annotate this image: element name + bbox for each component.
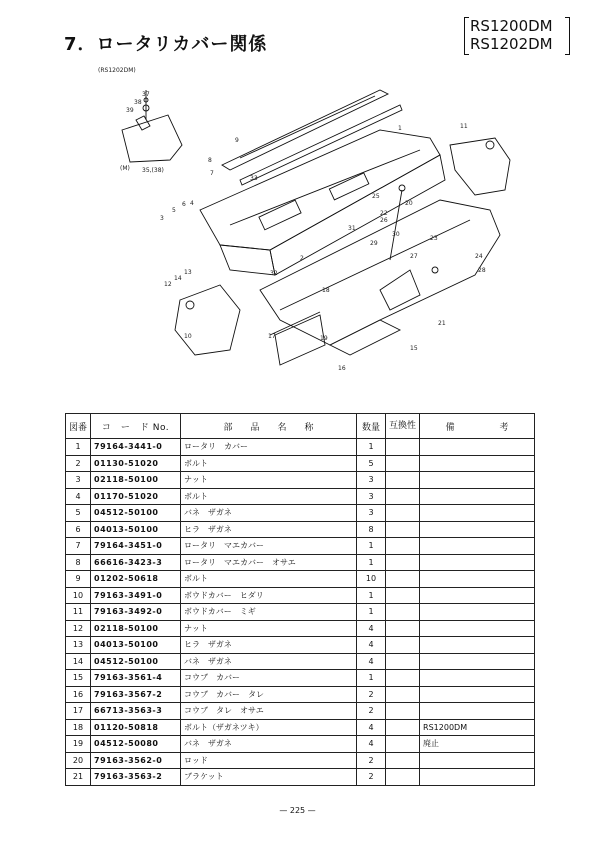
- part-name-cell: バネ ザガネ: [181, 505, 357, 522]
- part-code-cell: 01120-50818: [91, 719, 181, 736]
- callout-22: 22: [380, 210, 388, 217]
- callout-15: 15: [410, 345, 418, 352]
- quantity-cell: 1: [357, 604, 386, 621]
- interchange-cell: [386, 604, 420, 621]
- part-name-cell: ヒラ ザガネ: [181, 637, 357, 654]
- interchange-cell: [386, 719, 420, 736]
- page-title: 7．ロータリカバー関係: [64, 34, 268, 55]
- part-number-cell: 2: [66, 455, 91, 472]
- part-code-cell: 01170-51020: [91, 488, 181, 505]
- part-name-cell: ボルト: [181, 455, 357, 472]
- callout-25: 25: [372, 193, 380, 200]
- part-code-cell: 04512-50080: [91, 736, 181, 753]
- interchange-cell: [386, 521, 420, 538]
- callout-31: 31: [348, 225, 356, 232]
- part-number-cell: 5: [66, 505, 91, 522]
- quantity-cell: 1: [357, 587, 386, 604]
- interchange-cell: [386, 538, 420, 555]
- interchange-cell: [386, 653, 420, 670]
- interchange-cell: [386, 488, 420, 505]
- parts-table: [65, 413, 535, 786]
- remarks-cell: [420, 488, 535, 505]
- callout-39: 39: [126, 107, 134, 114]
- callout-1: 1: [398, 125, 402, 132]
- part-name-cell: ヒラ ザガネ: [181, 521, 357, 538]
- part-code-cell: 79163-3561-4: [91, 670, 181, 687]
- part-name-cell: ボルト: [181, 571, 357, 588]
- quantity-cell: 8: [357, 521, 386, 538]
- remarks-cell: [420, 554, 535, 571]
- callout-37: 37: [142, 91, 150, 98]
- part-name-cell: バネ ザガネ: [181, 736, 357, 753]
- part-code-cell: 66616-3423-3: [91, 554, 181, 571]
- callout-26: 26: [380, 217, 388, 224]
- table-row: [66, 472, 535, 489]
- table-row: [66, 505, 535, 522]
- remarks-cell: [420, 686, 535, 703]
- remarks-cell: [420, 604, 535, 621]
- part-code-cell: 04512-50100: [91, 505, 181, 522]
- interchange-cell: [386, 472, 420, 489]
- table-row: [66, 719, 535, 736]
- remarks-cell: [420, 620, 535, 637]
- part-code-cell: 79163-3563-2: [91, 769, 181, 786]
- callout-18: 18: [322, 287, 330, 294]
- part-number-cell: 17: [66, 703, 91, 720]
- page-number: — 225 —: [279, 806, 316, 815]
- callout-13: 13: [184, 269, 192, 276]
- interchange-cell: [386, 587, 420, 604]
- callout-7: 7: [210, 170, 214, 177]
- callout-32: 32: [270, 270, 278, 277]
- interchange-cell: [386, 554, 420, 571]
- callout-3: 3: [160, 215, 164, 222]
- remarks-cell: [420, 752, 535, 769]
- inset-parts-note: 35,(38): [142, 167, 164, 174]
- quantity-cell: 1: [357, 670, 386, 687]
- model-name: RS1202DM: [470, 35, 553, 53]
- table-row: [66, 703, 535, 720]
- part-number-cell: 19: [66, 736, 91, 753]
- callout-19: 19: [320, 335, 328, 342]
- quantity-cell: 2: [357, 703, 386, 720]
- table-row: [66, 736, 535, 753]
- part-code-cell: 02118-50100: [91, 472, 181, 489]
- bracket-right: [565, 17, 570, 55]
- table-row: [66, 571, 535, 588]
- table-row: [66, 637, 535, 654]
- table-row: [66, 554, 535, 571]
- part-code-cell: 04013-50100: [91, 637, 181, 654]
- table-row: [66, 686, 535, 703]
- quantity-cell: 10: [357, 571, 386, 588]
- interchange-cell: [386, 736, 420, 753]
- quantity-cell: 3: [357, 505, 386, 522]
- front-cover-strip: [222, 90, 402, 185]
- part-name-cell: ボルト: [181, 488, 357, 505]
- quantity-cell: 1: [357, 538, 386, 555]
- header-remarks: 備 考: [420, 414, 535, 439]
- callout-14: 14: [174, 275, 182, 282]
- inset-note: (M): [120, 165, 130, 172]
- part-code-cell: 66713-3563-3: [91, 703, 181, 720]
- callout-17: 17: [268, 333, 276, 340]
- remarks-cell: [420, 505, 535, 522]
- quantity-cell: 4: [357, 719, 386, 736]
- part-number-cell: 1: [66, 439, 91, 456]
- part-name-cell: ブラケット: [181, 769, 357, 786]
- rod: [390, 190, 402, 260]
- part-name-cell: ロータリ マエカバー オサエ: [181, 554, 357, 571]
- quantity-cell: 2: [357, 752, 386, 769]
- callout-10: 10: [184, 333, 192, 340]
- interchange-cell: [386, 505, 420, 522]
- remarks-cell: [420, 670, 535, 687]
- interchange-cell: [386, 620, 420, 637]
- table-row: [66, 653, 535, 670]
- part-code-cell: 02118-50100: [91, 620, 181, 637]
- remarks-cell: [420, 571, 535, 588]
- callout-6: 6: [182, 201, 186, 208]
- diagram-svg: [80, 60, 535, 400]
- exploded-parts-diagram: [80, 60, 535, 400]
- callout-4: 4: [190, 200, 194, 207]
- part-name-cell: ボウドカバー ヒダリ: [181, 587, 357, 604]
- interchange-cell: [386, 686, 420, 703]
- remarks-cell: [420, 769, 535, 786]
- part-number-cell: 13: [66, 637, 91, 654]
- remarks-cell: [420, 538, 535, 555]
- inset-label: (RS1202DM): [98, 67, 136, 74]
- part-number-cell: 4: [66, 488, 91, 505]
- table-row: [66, 670, 535, 687]
- part-code-cell: 79163-3491-0: [91, 587, 181, 604]
- remarks-cell: [420, 587, 535, 604]
- remarks-cell: [420, 439, 535, 456]
- interchange-cell: [386, 769, 420, 786]
- header-name: 部 品 名 称: [181, 414, 357, 439]
- parts-table-body: [66, 439, 535, 786]
- quantity-cell: 2: [357, 769, 386, 786]
- header-no: 図番: [66, 414, 91, 439]
- callout-21: 21: [438, 320, 446, 327]
- table-row: [66, 769, 535, 786]
- callout-33: 33: [250, 175, 258, 182]
- part-code-cell: 04512-50100: [91, 653, 181, 670]
- part-name-cell: バネ ザガネ: [181, 653, 357, 670]
- callout-20: 20: [405, 200, 413, 207]
- remarks-cell: 廃止: [420, 736, 535, 753]
- part-number-cell: 16: [66, 686, 91, 703]
- callout-24: 24: [475, 253, 483, 260]
- table-row: [66, 604, 535, 621]
- part-number-cell: 10: [66, 587, 91, 604]
- table-row: [66, 521, 535, 538]
- quantity-cell: 1: [357, 439, 386, 456]
- table-row: [66, 488, 535, 505]
- part-name-cell: ボルト（ザガネツキ）: [181, 719, 357, 736]
- callout-9: 9: [235, 137, 239, 144]
- callout-29: 29: [370, 240, 378, 247]
- quantity-cell: 3: [357, 488, 386, 505]
- part-number-cell: 8: [66, 554, 91, 571]
- remarks-cell: [420, 653, 535, 670]
- quantity-cell: 3: [357, 472, 386, 489]
- callout-2: 2: [300, 255, 304, 262]
- remarks-cell: [420, 455, 535, 472]
- part-name-cell: ボウドカバー ミギ: [181, 604, 357, 621]
- header-interchange: 互換性: [386, 414, 420, 439]
- quantity-cell: 1: [357, 554, 386, 571]
- part-number-cell: 15: [66, 670, 91, 687]
- part-name-cell: ナット: [181, 472, 357, 489]
- remarks-cell: [420, 637, 535, 654]
- interchange-cell: [386, 455, 420, 472]
- remarks-cell: RS1200DM: [420, 719, 535, 736]
- side-cover-left: [175, 285, 240, 355]
- part-number-cell: 7: [66, 538, 91, 555]
- header-qty: 数量: [357, 414, 386, 439]
- interchange-cell: [386, 637, 420, 654]
- quantity-cell: 2: [357, 686, 386, 703]
- remarks-cell: [420, 703, 535, 720]
- part-code-cell: 79163-3567-2: [91, 686, 181, 703]
- table-row: [66, 620, 535, 637]
- table-row: [66, 752, 535, 769]
- part-number-cell: 18: [66, 719, 91, 736]
- callout-5: 5: [172, 207, 176, 214]
- part-code-cell: 01202-50618: [91, 571, 181, 588]
- quantity-cell: 4: [357, 637, 386, 654]
- part-number-cell: 3: [66, 472, 91, 489]
- interchange-cell: [386, 752, 420, 769]
- part-name-cell: ロータリ マエカバー: [181, 538, 357, 555]
- part-name-cell: コウブ カバー: [181, 670, 357, 687]
- callout-28: 28: [478, 267, 486, 274]
- part-number-cell: 12: [66, 620, 91, 637]
- part-name-cell: コウブ タレ オサエ: [181, 703, 357, 720]
- quantity-cell: 4: [357, 736, 386, 753]
- part-code-cell: 79164-3441-0: [91, 439, 181, 456]
- part-name-cell: ナット: [181, 620, 357, 637]
- part-number-cell: 21: [66, 769, 91, 786]
- interchange-cell: [386, 571, 420, 588]
- part-number-cell: 14: [66, 653, 91, 670]
- part-code-cell: 79163-3492-0: [91, 604, 181, 621]
- part-code-cell: 01130-51020: [91, 455, 181, 472]
- part-number-cell: 20: [66, 752, 91, 769]
- part-number-cell: 9: [66, 571, 91, 588]
- quantity-cell: 5: [357, 455, 386, 472]
- bracket-left: [464, 17, 469, 55]
- part-name-cell: ロッド: [181, 752, 357, 769]
- table-header-row: [66, 414, 535, 439]
- remarks-cell: [420, 521, 535, 538]
- callout-16: 16: [338, 365, 346, 372]
- callout-30: 30: [392, 231, 400, 238]
- table-row: [66, 587, 535, 604]
- model-name: RS1200DM: [470, 17, 553, 35]
- table-row: [66, 455, 535, 472]
- table-row: [66, 439, 535, 456]
- callout-11: 11: [460, 123, 468, 130]
- model-designation: [466, 17, 564, 53]
- callout-12: 12: [164, 281, 172, 288]
- interchange-cell: [386, 703, 420, 720]
- quantity-cell: 4: [357, 653, 386, 670]
- interchange-cell: [386, 439, 420, 456]
- callout-8: 8: [208, 157, 212, 164]
- part-name-cell: コウブ カバー タレ: [181, 686, 357, 703]
- part-code-cell: 04013-50100: [91, 521, 181, 538]
- interchange-cell: [386, 670, 420, 687]
- part-name-cell: ロータリ カバー: [181, 439, 357, 456]
- callout-38: 38: [134, 99, 142, 106]
- part-number-cell: 11: [66, 604, 91, 621]
- part-code-cell: 79164-3451-0: [91, 538, 181, 555]
- part-number-cell: 6: [66, 521, 91, 538]
- inset-detail: [122, 90, 182, 162]
- callout-23: 23: [430, 235, 438, 242]
- side-cover-right: [450, 138, 510, 195]
- table-row: [66, 538, 535, 555]
- part-code-cell: 79163-3562-0: [91, 752, 181, 769]
- header-code: コ ー ド No.: [91, 414, 181, 439]
- quantity-cell: 4: [357, 620, 386, 637]
- callout-27: 27: [410, 253, 418, 260]
- remarks-cell: [420, 472, 535, 489]
